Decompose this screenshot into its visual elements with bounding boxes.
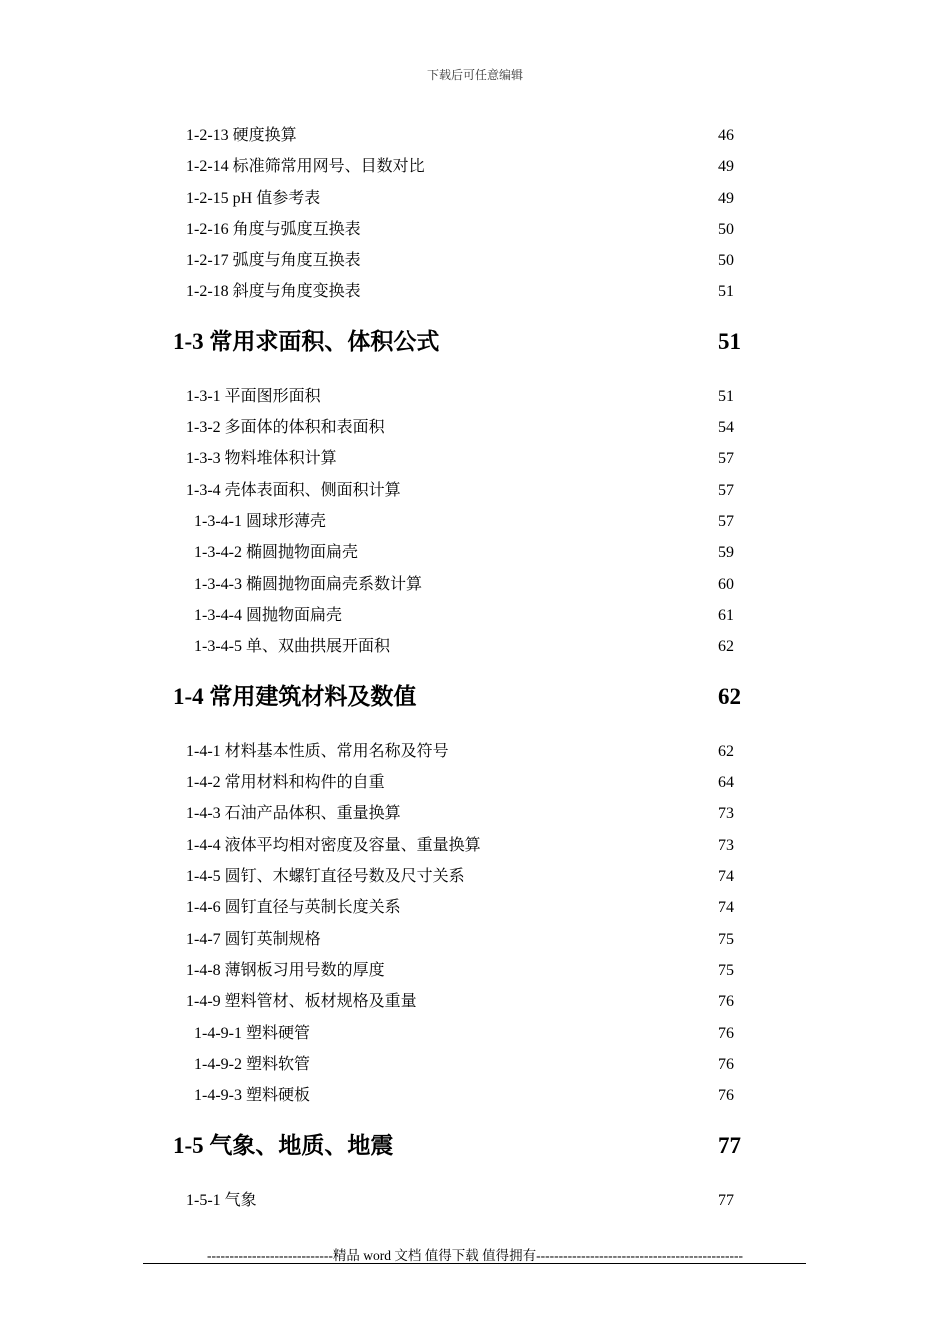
toc-entry-title: 1-4-2 常用材料和构件的自重 <box>186 774 385 791</box>
toc-entry <box>0 510 950 534</box>
toc-entry-page-number: 46 <box>718 127 734 144</box>
toc-section-heading <box>0 680 950 714</box>
toc-entry-title: 1-2-15 pH 值参考表 <box>186 190 321 207</box>
toc-entry <box>0 155 950 179</box>
toc-entry-title: 1-3-4-1 圆球形薄壳 <box>194 513 326 530</box>
toc-entry-page-number: 64 <box>718 774 734 791</box>
toc-entry-title: 1-5 气象、地质、地震 <box>173 1133 394 1158</box>
toc-entry-page-number: 61 <box>718 607 734 624</box>
toc-entry-title: 1-4-7 圆钉英制规格 <box>186 931 321 948</box>
toc-entry-page-number: 62 <box>718 638 734 655</box>
toc-entry-page-number: 76 <box>718 993 734 1010</box>
toc-entry <box>0 385 950 409</box>
toc-entry <box>0 635 950 659</box>
toc-entry-title: 1-4-9-2 塑料软管 <box>194 1056 310 1073</box>
toc-entry-title: 1-3-4-2 椭圆抛物面扁壳 <box>194 544 358 561</box>
toc-entry-page-number: 76 <box>718 1056 734 1073</box>
toc-entry-page-number: 57 <box>718 450 734 467</box>
toc-entry-title: 1-3 常用求面积、体积公式 <box>173 329 440 354</box>
toc-entry <box>0 479 950 503</box>
toc-entry <box>0 447 950 471</box>
toc-section-heading <box>0 1129 950 1163</box>
toc-entry <box>0 124 950 148</box>
toc-entry-page-number: 74 <box>718 868 734 885</box>
toc-entry-title: 1-3-1 平面图形面积 <box>186 388 321 405</box>
toc-entry-page-number: 62 <box>718 684 741 709</box>
toc-entry-page-number: 60 <box>718 576 734 593</box>
toc-entry-title: 1-4-3 石油产品体积、重量换算 <box>186 805 401 822</box>
toc-entry-page-number: 49 <box>718 190 734 207</box>
toc-entry <box>0 187 950 211</box>
toc-entry <box>0 802 950 826</box>
toc-entry-page-number: 62 <box>718 743 734 760</box>
toc-entry <box>0 865 950 889</box>
toc-entry-page-number: 75 <box>718 931 734 948</box>
page-header: 下载后可任意编辑 <box>426 68 523 82</box>
toc-section-heading <box>0 325 950 359</box>
toc-entry <box>0 1053 950 1077</box>
toc-entry <box>0 573 950 597</box>
toc-entry <box>0 1022 950 1046</box>
toc-entry-page-number: 76 <box>718 1087 734 1104</box>
toc-entry <box>0 218 950 242</box>
toc-entry-title: 1-3-4-3 椭圆抛物面扁壳系数计算 <box>194 576 422 593</box>
toc-entry-title: 1-3-4-4 圆抛物面扁壳 <box>194 607 342 624</box>
toc-entry-title: 1-2-18 斜度与角度变换表 <box>186 283 361 300</box>
toc-entry <box>0 1084 950 1108</box>
toc-entry-title: 1-2-14 标准筛常用网号、目数对比 <box>186 158 425 175</box>
toc-entry-title: 1-4-5 圆钉、木螺钉直径号数及尺寸关系 <box>186 868 465 885</box>
toc-entry-title: 1-4-4 液体平均相对密度及容量、重量换算 <box>186 837 481 854</box>
toc-entry <box>0 1189 950 1213</box>
toc-entry <box>0 990 950 1014</box>
toc-entry-page-number: 59 <box>718 544 734 561</box>
toc-entry-title: 1-4-9-1 塑料硬管 <box>194 1025 310 1042</box>
toc-entry <box>0 416 950 440</box>
footer-rule <box>143 1263 806 1264</box>
toc-entry <box>0 740 950 764</box>
toc-entry-page-number: 75 <box>718 962 734 979</box>
toc-entry <box>0 541 950 565</box>
toc-entry-page-number: 51 <box>718 388 734 405</box>
toc-entry-page-number: 51 <box>718 329 741 354</box>
toc-entry-title: 1-3-3 物料堆体积计算 <box>186 450 337 467</box>
toc-entry-title: 1-4-9-3 塑料硬板 <box>194 1087 310 1104</box>
toc-entry-title: 1-4-1 材料基本性质、常用名称及符号 <box>186 743 449 760</box>
toc-entry-title: 1-2-17 弧度与角度互换表 <box>186 252 361 269</box>
toc-entry-page-number: 77 <box>718 1133 741 1158</box>
toc-entry <box>0 928 950 952</box>
toc-entry-page-number: 57 <box>718 513 734 530</box>
page-footer: ----------------------------精品 word 文档 值得下载 值得拥有---------------------------------------------- <box>207 1248 743 1263</box>
toc-entry <box>0 834 950 858</box>
toc-entry-title: 1-2-16 角度与弧度互换表 <box>186 221 361 238</box>
toc-entry-title: 1-3-4-5 单、双曲拱展开面积 <box>194 638 390 655</box>
toc-entry-title: 1-4 常用建筑材料及数值 <box>173 684 417 709</box>
toc-entry-page-number: 73 <box>718 805 734 822</box>
toc-entry-page-number: 49 <box>718 158 734 175</box>
toc-entry-page-number: 57 <box>718 482 734 499</box>
toc-entry-page-number: 74 <box>718 899 734 916</box>
toc-entry-title: 1-4-6 圆钉直径与英制长度关系 <box>186 899 401 916</box>
toc-entry-page-number: 50 <box>718 221 734 238</box>
toc-entry-title: 1-3-2 多面体的体积和表面积 <box>186 419 385 436</box>
toc-entry-title: 1-4-8 薄钢板习用号数的厚度 <box>186 962 385 979</box>
toc-entry <box>0 771 950 795</box>
toc-entry <box>0 280 950 304</box>
toc-entry-page-number: 54 <box>718 419 734 436</box>
toc-entry-page-number: 76 <box>718 1025 734 1042</box>
toc-entry-page-number: 77 <box>718 1192 734 1209</box>
toc-entry-page-number: 51 <box>718 283 734 300</box>
toc-entry-title: 1-5-1 气象 <box>186 1192 257 1209</box>
toc-entry <box>0 959 950 983</box>
toc-entry-page-number: 73 <box>718 837 734 854</box>
toc-entry-title: 1-2-13 硬度换算 <box>186 127 297 144</box>
toc-entry <box>0 604 950 628</box>
toc-entry-title: 1-4-9 塑料管材、板材规格及重量 <box>186 993 417 1010</box>
toc-entry <box>0 249 950 273</box>
toc-entry-page-number: 50 <box>718 252 734 269</box>
toc-entry <box>0 896 950 920</box>
toc-entry-title: 1-3-4 壳体表面积、侧面积计算 <box>186 482 401 499</box>
